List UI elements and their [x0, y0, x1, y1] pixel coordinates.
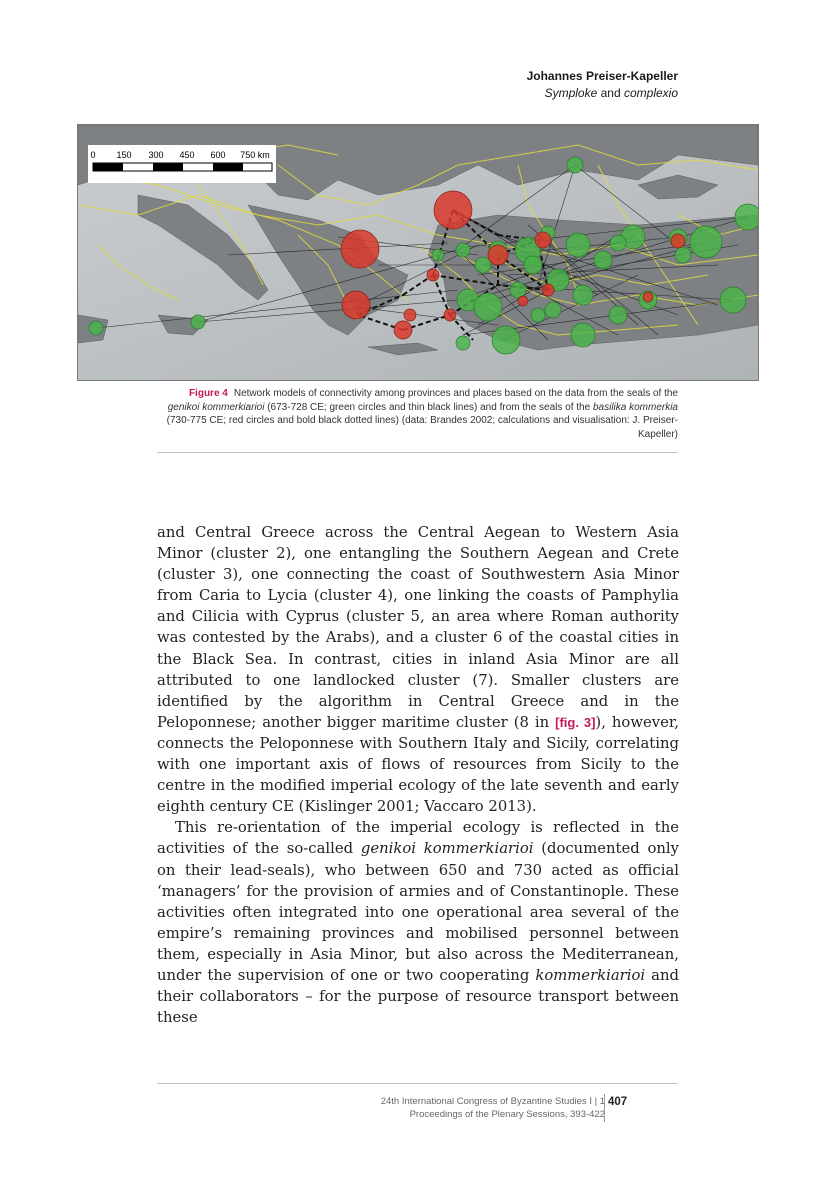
caption-text-3: (730-775 CE; red circles and bold black dotted lines) (data: Brandes 2002; calculations and visualisation: J. Preiser-Kapeller)	[166, 415, 678, 441]
figure-caption	[160, 387, 678, 442]
page-number-separator	[604, 1094, 605, 1122]
caption-text-1: Network models of connectivity among provinces and places based on the data from the seals of the	[233, 388, 678, 399]
title-italic-complexio: complexio	[623, 86, 678, 100]
paragraph-2	[157, 817, 679, 1028]
scale-tick-600: 600	[210, 150, 226, 160]
figure-label: Figure 4	[188, 388, 228, 399]
body-text	[157, 522, 679, 1028]
p1-text-b: ), however, connects the Peloponnese with Southern Italy and Sicily, correlating with one important axis of flows of resources from Sicily to the centre in the modified imperial ecology of the late seventh and early eighth century CE (Kislinger 2001; Vaccaro 2013).	[157, 713, 680, 816]
running-head	[527, 68, 678, 102]
paragraph-1	[157, 522, 679, 817]
footer-line-1: 24th International Congress of Byzantine Studies I | 1	[380, 1096, 605, 1107]
network-map-figure	[77, 124, 759, 381]
p2-italic-1: genikoi kommerkiarioi	[360, 840, 534, 858]
running-head-author: Johannes Preiser-Kapeller	[526, 69, 678, 83]
footer-line-2: Proceedings of the Plenary Sessions, 393-422	[409, 1109, 605, 1120]
p1-text-a: and Central Greece across the Central Aegean to Western Asia Minor (cluster 2), one entangling the Southern Aegean and Crete (cluster 3), one connecting the coast of Southwestern Asia Minor from Caria to Lycia (cluster 4), one linking the coasts of Pamphylia and Cilicia with Cyprus (cluster 5, an area where Roman authority was contested by the Arabs), and a cluster 6 of the coastal cities in the Black Sea. In contrast, cities in inland Asia Minor are all attributed to one landlocked cluster (7). Smaller clusters are identified by the algorithm in Central Greece and in the Peloponnese; another bigger maritime cluster (8 in	[157, 524, 679, 731]
page-number: 407	[608, 1096, 628, 1108]
scale-bar	[88, 145, 276, 183]
caption-text-2: (673-728 CE; green circles and thin black lines) and from the seals of the	[264, 401, 593, 413]
title-italic-symploke: Symploke	[544, 86, 598, 100]
network-map	[78, 125, 758, 380]
figure-3-link[interactable]: [fig. 3]	[555, 714, 596, 730]
caption-italic-2: basilika kommerkia	[592, 401, 678, 413]
p2-text-a: This re-orientation of the imperial ecology is reflected in the activities of the so-called	[157, 819, 679, 858]
p2-text-c: and their collaborators – for the purpose of resource transport between these	[157, 966, 679, 1027]
caption-italic-1: genikoi kommerkiarioi	[167, 401, 265, 413]
scale-tick-300: 300	[148, 150, 164, 160]
title-and: and	[597, 86, 624, 100]
p2-italic-2: kommerkiarioi	[535, 966, 646, 984]
scale-tick-0: 0	[90, 150, 96, 160]
footer-divider	[157, 1083, 678, 1084]
p2-text-b: (documented only on their lead-seals), who between 650 and 730 acted as official ‘managers’ for the provision of armies and of Constantinople. These activities often integrated into one operational area several of the empire’s remaining provinces and mobilised personnel between them, especially in Asia Minor, but also across the Mediterranean, under the supervision of one or two cooperating	[157, 840, 679, 984]
caption-divider	[157, 452, 678, 453]
scale-tick-750: 750 km	[240, 150, 270, 160]
scale-tick-150: 150	[116, 150, 132, 160]
scale-tick-450: 450	[179, 150, 195, 160]
footer	[381, 1095, 605, 1121]
running-head-title	[527, 85, 678, 102]
